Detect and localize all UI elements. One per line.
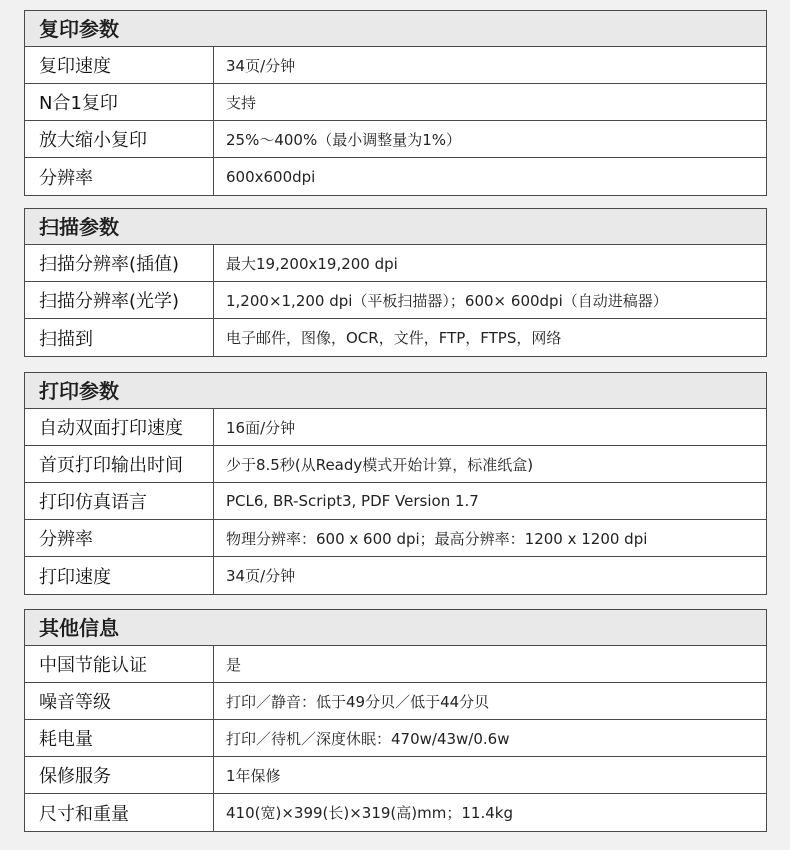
row-label: 扫描到	[25, 319, 214, 356]
row-value: 物理分辨率：600 x 600 dpi；最高分辨率：1200 x 1200 dpi	[226, 529, 648, 548]
row-label: N合1复印	[25, 84, 214, 120]
row-label: 噪音等级	[25, 683, 214, 719]
row-label: 保修服务	[25, 757, 214, 793]
row-value: 600x600dpi	[226, 167, 316, 186]
row-label: 中国节能认证	[25, 646, 214, 682]
print-params-section	[24, 372, 767, 595]
table-row	[25, 446, 766, 483]
row-label: 自动双面打印速度	[25, 409, 214, 445]
table-row	[25, 794, 766, 831]
table-row	[25, 121, 766, 158]
row-value: 少于8.5秒(从Ready模式开始计算，标准纸盒)	[226, 455, 534, 474]
row-label: 复印速度	[25, 47, 214, 83]
row-value: 最大19,200x19,200 dpi	[226, 254, 398, 273]
row-value: 34页/分钟	[226, 567, 296, 585]
row-label: 打印仿真语言	[25, 483, 214, 519]
table-row	[25, 409, 766, 446]
row-value: 1年保修	[226, 766, 281, 785]
row-value: 34页/分钟	[226, 56, 296, 75]
table-row	[25, 84, 766, 121]
row-value: 支持	[226, 93, 257, 112]
table-row	[25, 282, 766, 319]
table-row	[25, 483, 766, 520]
row-value: 电子邮件，图像，OCR，文件，FTP，FTPS，网络	[226, 329, 562, 347]
row-value: 1,200×1,200 dpi（平板扫描器）；600× 600dpi（自动进稿器）	[226, 291, 668, 310]
table-row	[25, 47, 766, 84]
copy-params-section	[24, 10, 767, 196]
table-row	[25, 557, 766, 594]
row-value: 16面/分钟	[226, 418, 296, 437]
row-label: 扫描分辨率(插值)	[25, 245, 214, 281]
section-title: 复印参数	[25, 11, 766, 47]
row-value: 打印／静音：低于49分贝／低于44分贝	[226, 692, 490, 711]
table-row	[25, 720, 766, 757]
table-row	[25, 245, 766, 282]
row-label: 打印速度	[25, 557, 214, 594]
row-label: 尺寸和重量	[25, 794, 214, 831]
section-title: 打印参数	[25, 373, 766, 409]
table-row	[25, 646, 766, 683]
scan-params-section	[24, 208, 767, 357]
table-row	[25, 683, 766, 720]
row-value: PCL6, BR-Script3, PDF Version 1.7	[226, 492, 479, 510]
row-label: 扫描分辨率(光学)	[25, 282, 214, 318]
row-value: 打印／待机／深度休眠：470w/43w/0.6w	[226, 729, 510, 748]
table-row	[25, 520, 766, 557]
row-value: 25%～400%（最小调整量为1%）	[226, 130, 462, 149]
section-title: 其他信息	[25, 610, 766, 646]
table-row	[25, 319, 766, 356]
row-label: 放大缩小复印	[25, 121, 214, 157]
row-label: 耗电量	[25, 720, 214, 756]
other-info-section	[24, 609, 767, 832]
row-label: 分辨率	[25, 158, 214, 195]
table-row	[25, 757, 766, 794]
row-value: 是	[226, 655, 242, 674]
section-title: 扫描参数	[25, 209, 766, 245]
table-row	[25, 158, 766, 195]
row-label: 分辨率	[25, 520, 214, 556]
row-value: 410(宽)×399(长)×319(高)mm；11.4kg	[226, 804, 513, 822]
row-label: 首页打印输出时间	[25, 446, 214, 482]
